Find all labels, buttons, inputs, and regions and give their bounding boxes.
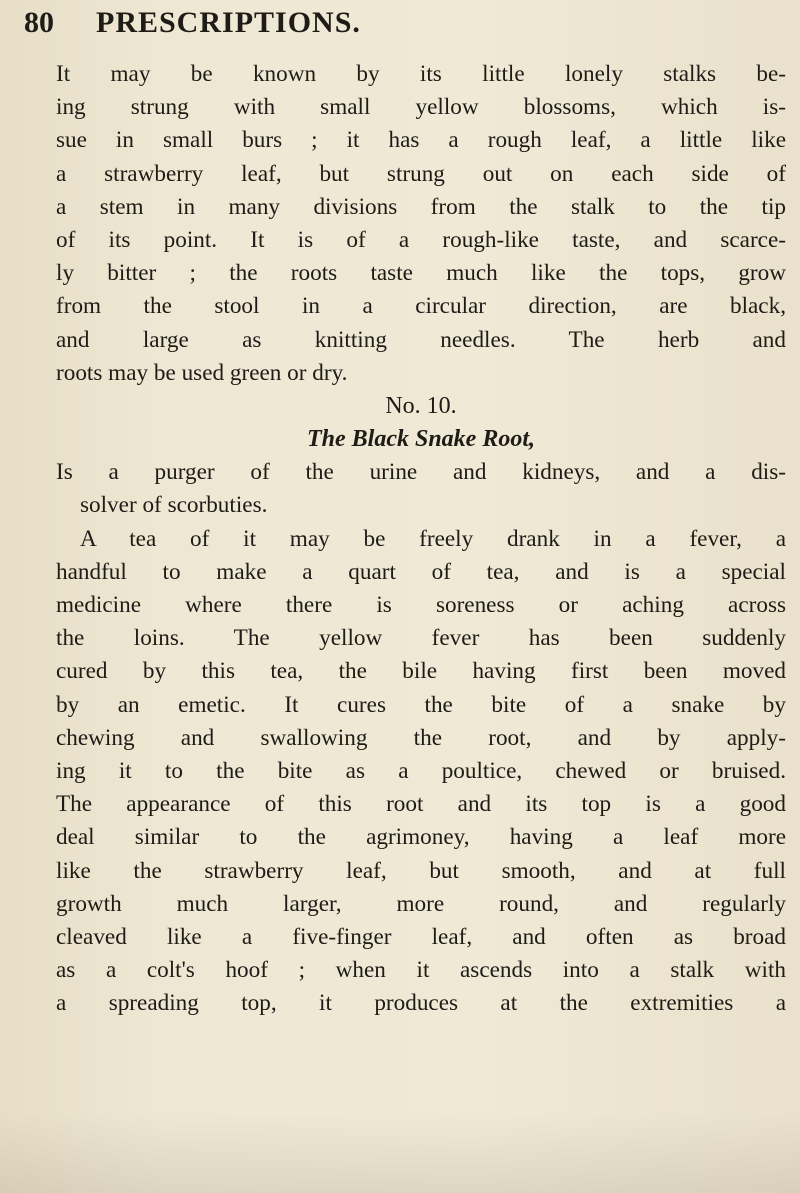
text-line: sue in small burs ; it has a rough leaf, a little like <box>56 127 786 154</box>
paragraph-3 <box>56 523 786 1021</box>
text-line: a strawberry leaf, but strung out on each side of <box>56 160 786 187</box>
text-line: a spreading top, it produces at the extremities a <box>56 990 786 1017</box>
text-line: solver of scorbuties. <box>80 492 268 519</box>
text-line: as a colt's hoof ; when it ascends into a stalk with <box>56 957 786 984</box>
text-line: from the stool in a circular direction, are black, <box>56 293 786 320</box>
page-number: 80 <box>24 6 54 39</box>
text-line: growth much larger, more round, and regularly <box>56 890 786 917</box>
text-line: a stem in many divisions from the stalk to the tip <box>56 193 786 220</box>
text-line: medicine where there is soreness or aching across <box>56 592 786 618</box>
text-line: like the strawberry leaf, but smooth, and at full <box>56 857 786 884</box>
text-line: cured by this tea, the bile having first been moved <box>56 658 786 685</box>
text-line: ly bitter ; the roots taste much like the tops, grow <box>56 260 786 287</box>
text-line: roots may be used green or dry. <box>56 359 348 386</box>
page-bottom-shading <box>0 1113 800 1193</box>
text-line: by an emetic. It cures the bite of a snake by <box>56 691 786 718</box>
text-line: the loins. The yellow fever has been suddenly <box>56 625 786 652</box>
paragraph-2 <box>56 456 786 522</box>
header-title: PRESCRIPTIONS. <box>96 6 361 39</box>
text-line: chewing and swallowing the root, and by apply- <box>56 724 786 751</box>
body-text <box>56 58 786 1020</box>
running-head <box>10 4 790 44</box>
text-line: It may be known by its little lonely stalks be- <box>56 61 786 87</box>
text-line: handful to make a quart of tea, and is a special <box>56 558 786 585</box>
text-line: of its point. It is of a rough-like taste, and scarce- <box>56 226 786 253</box>
text-line: Is a purger of the urine and kidneys, and a dis- <box>56 459 786 486</box>
paragraph-1 <box>56 58 786 390</box>
text-line: ing it to the bite as a poultice, chewed or bruised. <box>56 757 786 784</box>
text-line: and large as knitting needles. The herb and <box>56 326 786 353</box>
text-line: deal similar to the agrimoney, having a leaf more <box>56 824 786 851</box>
section-number: No. 10. <box>385 392 457 419</box>
text-line: A tea of it may be freely drank in a fever, a <box>80 525 786 552</box>
text-line: cleaved like a five-finger leaf, and often as broad <box>56 923 786 950</box>
text-line: The appearance of this root and its top is a good <box>56 791 786 818</box>
text-line: ing strung with small yellow blossoms, which is- <box>56 94 786 121</box>
section-title: The Black Snake Root, <box>306 426 535 453</box>
